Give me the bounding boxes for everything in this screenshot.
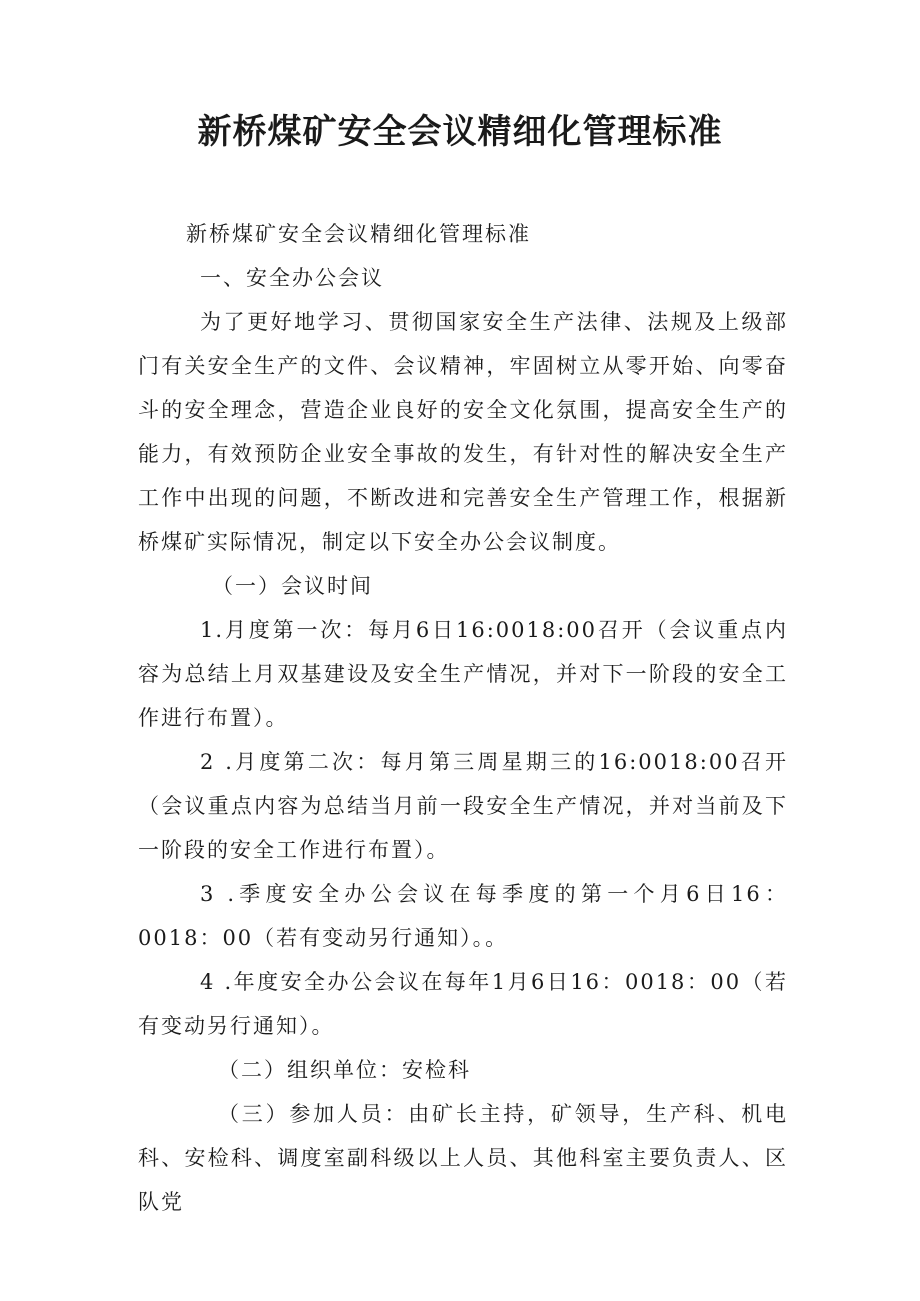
document-title: 新桥煤矿安全会议精细化管理标准 bbox=[197, 112, 723, 152]
participants-paragraph: （三）参加人员：由矿长主持，矿领导，生产科、机电科、安检科、调度室副科级以上人员、其他科室主要负责人、区队党 bbox=[138, 1102, 788, 1214]
list-item: 2 .月度第二次：每月第三周星期三的16:0018:00召开（会议重点内容为总结当月前一段安全生产情况，并对当前及下一阶段的安全工作进行布置）。 bbox=[138, 750, 788, 862]
intro-paragraph: 为了更好地学习、贯彻国家安全生产法律、法规及上级部门有关安全生产的文件、会议精神，牢固树立从零开始、向零奋斗的安全理念，营造企业良好的安全文化氛围，提高安全生产的能力，有效预防企业安全事故的发生，有针对性的解决安全生产工作中出现的问题，不断改进和完善安全生产管理工作，根据新桥煤矿实际情况，制定以下安全办公会议制度。 bbox=[138, 310, 788, 554]
section-heading: 一、安全办公会议 bbox=[200, 266, 384, 290]
document-subtitle: 新桥煤矿安全会议精细化管理标准 bbox=[186, 222, 531, 246]
document-body bbox=[138, 212, 788, 1224]
subsection-heading-time: （一）会议时间 bbox=[212, 574, 373, 598]
list-item: 4 .年度安全办公会议在每年1月6日16：0018：00（若有变动另行通知）。 bbox=[138, 970, 788, 1038]
subsection-heading-organizer: （二）组织单位：安检科 bbox=[218, 1058, 471, 1082]
list-item: 1.月度第一次：每月6日16:0018:00召开（会议重点内容为总结上月双基建设及安全生产情况，并对下一阶段的安全工作进行布置）。 bbox=[138, 618, 788, 730]
list-item: 3 .季度安全办公会议在每季度的第一个月6日16：0018：00（若有变动另行通知）。。 bbox=[138, 882, 788, 950]
